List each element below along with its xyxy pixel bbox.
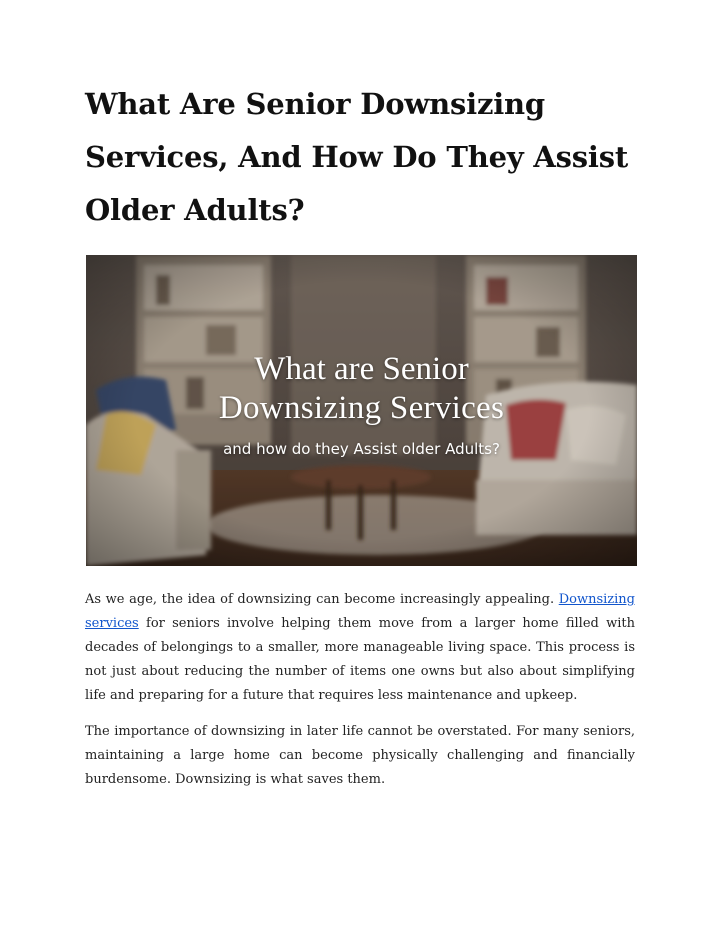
article-body [85, 588, 635, 792]
hero-subheadline: and how do they Assist older Adults? [223, 440, 500, 458]
article-title [85, 78, 635, 237]
hero-image [86, 255, 637, 566]
document-page [85, 78, 635, 804]
hero-headline-line-1: What are Senior [254, 351, 469, 387]
paragraph-1-rest: for seniors involve helping them move from a larger home filled with decades of belongings to a smaller, more manageable living space. This process is not just about reducing the number of items one owns but also about simplifying life and preparing for a future that requires less maintenance and upkeep. [85, 616, 635, 703]
title-line-2: Services, And How Do They Assist [85, 140, 629, 174]
downsizing-services-link[interactable]: Downsizing services [85, 592, 635, 631]
paragraph-1 [85, 588, 635, 708]
paragraph-1-intro: As we age, the idea of downsizing can become increasingly appealing. [85, 592, 559, 607]
paragraph-2: The importance of downsizing in later life cannot be overstated. For many seniors, maintaining a large home can become physically challenging and financially burdensome. Downsizing is what saves them. [85, 724, 635, 787]
title-line-1: What Are Senior Downsizing [85, 87, 546, 121]
hero-headline-line-2: Downsizing Services [218, 390, 505, 426]
title-line-3: Older Adults? [85, 193, 305, 227]
